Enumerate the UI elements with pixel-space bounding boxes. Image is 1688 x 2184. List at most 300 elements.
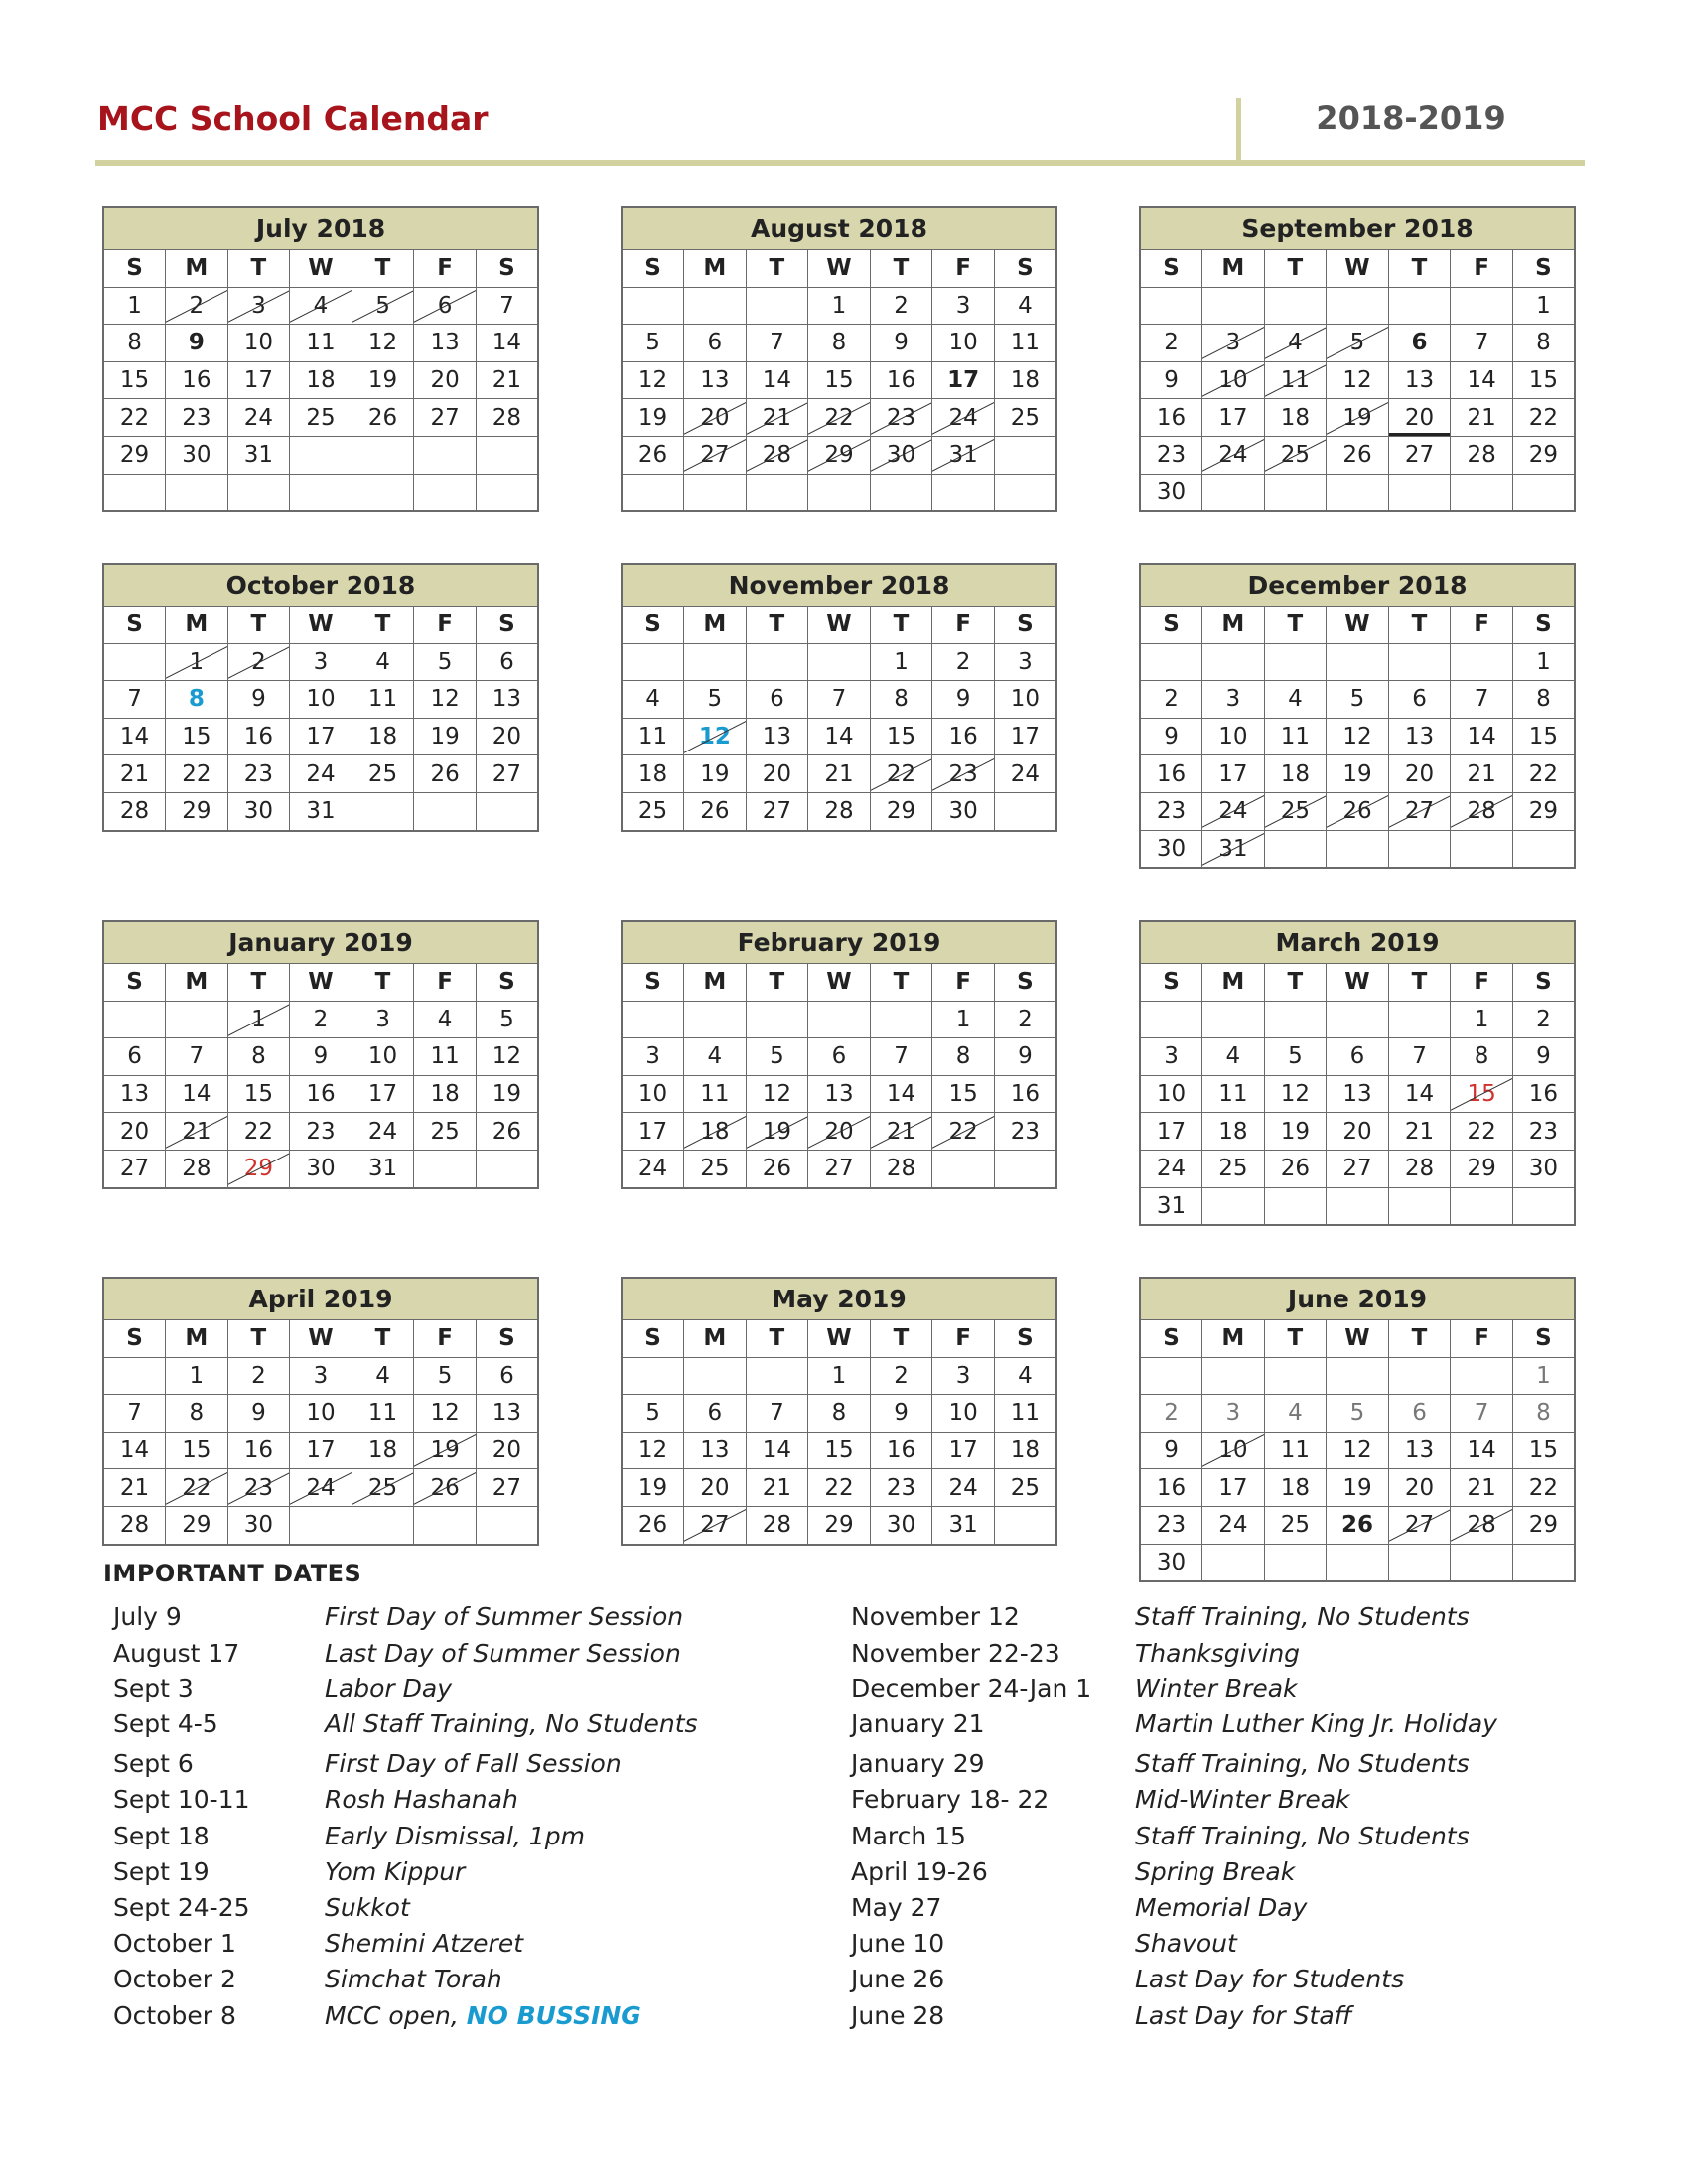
day-cell: 5 [352,287,414,325]
event-date: July 9 [113,1602,182,1631]
weekday-label: F [932,607,995,644]
day-cell: 27 [1327,1150,1389,1187]
day-cell: 6 [1388,325,1451,362]
day-cell: 20 [746,755,808,793]
day-cell: 26 [414,755,477,793]
day-cell: 9 [870,1395,932,1433]
day-cell: 12 [1327,1432,1389,1469]
day-cell: 19 [746,1113,808,1151]
day-cell: 13 [684,361,747,399]
day-cell: 19 [1327,1469,1389,1507]
day-cell: 7 [870,1038,932,1076]
day-cell: 11 [290,325,352,362]
weekday-label: M [166,607,228,644]
weekday-label: T [352,1320,414,1358]
day-cell: 9 [227,681,290,719]
day-cell: 28 [1451,792,1513,830]
day-cell: 13 [414,325,477,362]
day-cell: 25 [994,1469,1056,1507]
day-cell: 7 [746,1395,808,1433]
empty-day-cell [1451,474,1513,511]
day-cell: 2 [1140,325,1202,362]
day-cell: 22 [227,1113,290,1151]
empty-day-cell [476,1506,538,1544]
empty-day-cell [414,436,477,474]
day-cell: 14 [1451,1432,1513,1469]
day-cell: 9 [1512,1038,1575,1076]
month-title: June 2019 [1140,1278,1575,1320]
month-title: January 2019 [103,921,538,964]
day-cell: 22 [808,1469,871,1507]
day-cell: 27 [476,1469,538,1507]
day-cell: 28 [476,399,538,437]
event-date: June 10 [851,1929,945,1958]
weekday-label: S [1140,250,1202,288]
weekday-label: W [1327,250,1389,288]
weekday-label: S [622,1320,684,1358]
event-description [325,2001,641,2030]
weekday-label: W [290,1320,352,1358]
weekday-label: T [1388,250,1451,288]
month-calendar [1139,920,1576,1226]
day-cell: 4 [1264,1395,1327,1433]
event-date: Sept 10-11 [113,1785,250,1814]
month-title: July 2018 [103,207,538,250]
weekday-label: T [870,964,932,1002]
day-cell: 5 [414,643,477,681]
empty-day-cell [1202,1357,1265,1395]
day-cell: 3 [1202,681,1265,719]
weekday-label: S [1512,250,1575,288]
day-cell: 21 [1451,755,1513,793]
event-description-text: Memorial Day [1135,1893,1308,1922]
day-cell: 18 [622,755,684,793]
day-cell: 28 [1451,436,1513,474]
day-cell: 18 [1264,1469,1327,1507]
day-cell: 9 [166,325,228,362]
day-cell: 25 [1264,792,1327,830]
day-cell: 29 [166,792,228,830]
weekday-label: S [476,964,538,1002]
empty-day-cell [1388,1357,1451,1395]
weekday-label: S [103,250,166,288]
event-description-text: Martin Luther King Jr. Holiday [1135,1709,1497,1738]
day-cell: 24 [290,755,352,793]
empty-day-cell [1202,287,1265,325]
day-cell: 5 [622,1395,684,1433]
month-title: December 2018 [1140,564,1575,607]
event-description [325,1709,698,1738]
day-cell: 18 [290,361,352,399]
weekday-label: T [352,250,414,288]
day-cell: 2 [932,643,995,681]
day-cell: 21 [746,1469,808,1507]
day-cell: 8 [166,1395,228,1433]
weekday-label: F [932,964,995,1002]
event-date: November 12 [851,1602,1020,1631]
day-cell: 1 [808,287,871,325]
empty-day-cell [103,643,166,681]
day-cell: 20 [808,1113,871,1151]
event-description [325,1893,410,1922]
weekday-label: S [1140,1320,1202,1358]
day-cell: 18 [684,1113,747,1151]
empty-day-cell [1327,1001,1389,1038]
day-cell: 15 [103,361,166,399]
weekday-label: W [290,964,352,1002]
day-cell: 12 [1327,718,1389,755]
day-cell: 22 [1512,399,1575,437]
day-cell: 10 [1140,1075,1202,1113]
day-cell: 11 [684,1075,747,1113]
event-date: January 29 [851,1749,985,1778]
day-cell: 16 [1512,1075,1575,1113]
school-year: 2018-2019 [1316,99,1506,137]
day-cell: 1 [932,1001,995,1038]
weekday-label: S [622,607,684,644]
day-cell: 19 [1327,755,1389,793]
empty-day-cell [1327,1544,1389,1581]
weekday-label: S [994,1320,1056,1358]
day-cell: 12 [622,361,684,399]
weekday-label: S [994,607,1056,644]
day-cell: 20 [1388,1469,1451,1507]
day-cell: 14 [870,1075,932,1113]
day-cell: 8 [808,325,871,362]
day-cell: 24 [352,1113,414,1151]
day-cell: 1 [103,287,166,325]
month-calendar [621,563,1057,832]
day-cell: 31 [352,1150,414,1187]
day-cell: 1 [1512,287,1575,325]
day-cell: 20 [684,1469,747,1507]
day-cell: 26 [1327,1506,1389,1544]
day-cell: 9 [290,1038,352,1076]
weekday-label: S [1512,1320,1575,1358]
day-cell: 29 [1512,1506,1575,1544]
event-description-text: Winter Break [1135,1674,1298,1703]
weekday-label: W [1327,1320,1389,1358]
empty-day-cell [746,287,808,325]
weekday-label: S [622,964,684,1002]
event-description [325,1785,518,1814]
day-cell: 12 [414,1395,477,1433]
empty-day-cell [1202,474,1265,511]
day-cell: 1 [808,1357,871,1395]
weekday-label: T [227,250,290,288]
weekday-label: W [1327,607,1389,644]
day-cell: 17 [290,1432,352,1469]
empty-day-cell [1512,1544,1575,1581]
day-cell: 12 [746,1075,808,1113]
day-cell: 4 [352,1357,414,1395]
empty-day-cell [746,643,808,681]
day-cell: 13 [684,1432,747,1469]
day-cell: 1 [166,643,228,681]
day-cell: 30 [932,792,995,830]
day-cell: 2 [1140,681,1202,719]
day-cell: 11 [994,325,1056,362]
day-cell: 12 [476,1038,538,1076]
weekday-label: M [166,1320,228,1358]
weekday-label: S [994,964,1056,1002]
day-cell: 4 [290,287,352,325]
day-cell: 5 [476,1001,538,1038]
day-cell: 30 [1512,1150,1575,1187]
month-calendar [621,206,1057,512]
event-description [325,1965,502,1993]
day-cell: 24 [994,755,1056,793]
day-cell: 2 [166,287,228,325]
day-cell: 23 [994,1113,1056,1151]
empty-day-cell [352,1506,414,1544]
day-cell: 12 [1327,361,1389,399]
empty-day-cell [290,474,352,511]
day-cell: 9 [932,681,995,719]
empty-day-cell [414,1150,477,1187]
day-cell: 17 [290,718,352,755]
day-cell: 25 [414,1113,477,1151]
weekday-label: W [1327,964,1389,1002]
day-cell: 16 [932,718,995,755]
day-cell: 8 [808,1395,871,1433]
day-cell: 5 [414,1357,477,1395]
weekday-label: F [932,250,995,288]
day-cell: 27 [684,436,747,474]
day-cell: 23 [870,1469,932,1507]
weekday-label: T [746,607,808,644]
day-cell: 27 [684,1506,747,1544]
day-cell: 3 [1140,1038,1202,1076]
weekday-label: T [352,964,414,1002]
day-cell: 11 [1202,1075,1265,1113]
day-cell: 30 [870,436,932,474]
empty-day-cell [1264,1544,1327,1581]
empty-day-cell [1327,643,1389,681]
day-cell: 28 [746,436,808,474]
day-cell: 20 [1327,1113,1389,1151]
weekday-label: W [808,1320,871,1358]
weekday-label: S [1140,607,1202,644]
weekday-label: F [932,1320,995,1358]
day-cell: 26 [1327,436,1389,474]
day-cell: 3 [994,643,1056,681]
event-description-text: Rosh Hashanah [325,1785,518,1814]
empty-day-cell [1327,474,1389,511]
weekday-label: M [1202,250,1265,288]
day-cell: 8 [870,681,932,719]
day-cell: 17 [1202,399,1265,437]
day-cell: 12 [622,1432,684,1469]
day-cell: 14 [476,325,538,362]
empty-day-cell [1202,643,1265,681]
day-cell: 11 [352,1395,414,1433]
day-cell: 27 [1388,792,1451,830]
day-cell: 22 [1512,1469,1575,1507]
event-description-text: Yom Kippur [325,1857,466,1886]
empty-day-cell [476,792,538,830]
day-cell: 14 [746,1432,808,1469]
day-cell: 30 [1140,830,1202,868]
day-cell: 12 [684,718,747,755]
day-cell: 8 [1512,325,1575,362]
day-cell: 17 [1140,1113,1202,1151]
day-cell: 20 [414,361,477,399]
day-cell: 14 [1388,1075,1451,1113]
weekday-label: T [352,607,414,644]
day-cell: 25 [290,399,352,437]
day-cell: 19 [352,361,414,399]
day-cell: 12 [414,681,477,719]
day-cell: 6 [1327,1038,1389,1076]
weekday-label: T [870,607,932,644]
weekday-label: S [476,250,538,288]
day-cell: 10 [932,1395,995,1433]
empty-day-cell [352,474,414,511]
empty-day-cell [622,643,684,681]
empty-day-cell [1388,287,1451,325]
important-dates-heading: IMPORTANT DATES [103,1560,362,1587]
month-calendar [102,920,539,1189]
day-cell: 22 [166,755,228,793]
event-description-text: Thanksgiving [1135,1639,1301,1668]
empty-day-cell [1327,1187,1389,1225]
weekday-label: T [1264,250,1327,288]
day-cell: 3 [227,287,290,325]
day-cell: 12 [1264,1075,1327,1113]
empty-day-cell [808,474,871,511]
event-date: June 28 [851,2001,945,2030]
day-cell: 20 [684,399,747,437]
event-date: Sept 6 [113,1749,194,1778]
day-cell: 6 [103,1038,166,1076]
day-cell: 27 [746,792,808,830]
month-calendar [1139,206,1576,512]
day-cell: 23 [227,755,290,793]
day-cell: 16 [1140,399,1202,437]
day-cell: 29 [166,1506,228,1544]
event-description-text: Labor Day [325,1674,453,1703]
day-cell: 13 [1388,361,1451,399]
day-cell: 11 [414,1038,477,1076]
event-description-text: Staff Training, No Students [1135,1822,1470,1850]
day-cell: 18 [994,361,1056,399]
day-cell: 14 [1451,361,1513,399]
day-cell: 27 [414,399,477,437]
event-date: January 21 [851,1709,985,1738]
weekday-label: S [476,1320,538,1358]
day-cell: 25 [684,1150,747,1187]
weekday-label: T [1388,1320,1451,1358]
day-cell: 21 [1451,399,1513,437]
day-cell: 17 [932,361,995,399]
day-cell: 11 [622,718,684,755]
day-cell: 6 [684,325,747,362]
empty-day-cell [227,474,290,511]
empty-day-cell [1451,287,1513,325]
event-description [1135,1929,1237,1958]
empty-day-cell [476,436,538,474]
empty-day-cell [870,474,932,511]
empty-day-cell [1202,1187,1265,1225]
weekday-label: F [1451,964,1513,1002]
day-cell: 26 [352,399,414,437]
day-cell: 9 [994,1038,1056,1076]
weekday-label: M [1202,964,1265,1002]
day-cell: 6 [476,643,538,681]
day-cell: 20 [103,1113,166,1151]
day-cell: 19 [476,1075,538,1113]
weekday-label: T [1388,964,1451,1002]
day-cell: 24 [290,1469,352,1507]
day-cell: 26 [746,1150,808,1187]
empty-day-cell [1202,1544,1265,1581]
day-cell: 9 [1140,718,1202,755]
empty-day-cell [622,1001,684,1038]
event-description-text: Early Dismissal, 1pm [325,1822,585,1850]
day-cell: 23 [166,399,228,437]
day-cell: 8 [1451,1038,1513,1076]
day-cell: 31 [1202,830,1265,868]
day-cell: 24 [1140,1150,1202,1187]
event-date: February 18- 22 [851,1785,1050,1814]
month-calendar [621,920,1057,1189]
weekday-label: S [1140,964,1202,1002]
day-cell: 30 [870,1506,932,1544]
day-cell: 11 [1264,361,1327,399]
day-cell: 13 [1388,1432,1451,1469]
empty-day-cell [994,474,1056,511]
empty-day-cell [746,1357,808,1395]
day-cell: 4 [622,681,684,719]
day-cell: 16 [870,361,932,399]
weekday-label: W [290,607,352,644]
empty-day-cell [994,1150,1056,1187]
day-cell: 7 [103,1395,166,1433]
day-cell: 24 [1202,792,1265,830]
empty-day-cell [166,474,228,511]
empty-day-cell [684,474,747,511]
event-date: November 22-23 [851,1639,1060,1668]
day-cell: 5 [1327,325,1389,362]
day-cell: 10 [290,1395,352,1433]
day-cell: 3 [622,1038,684,1076]
day-cell: 20 [476,1432,538,1469]
empty-day-cell [994,1506,1056,1544]
empty-day-cell [1388,1001,1451,1038]
event-description [1135,1709,1497,1738]
weekday-label: T [870,250,932,288]
empty-day-cell [103,474,166,511]
day-cell: 11 [352,681,414,719]
event-date: March 15 [851,1822,966,1850]
day-cell: 3 [1202,1395,1265,1433]
day-cell: 29 [808,1506,871,1544]
day-cell: 15 [932,1075,995,1113]
day-cell: 22 [103,399,166,437]
event-description [1135,1785,1350,1814]
empty-day-cell [476,474,538,511]
day-cell: 3 [290,643,352,681]
event-description-text: Spring Break [1135,1857,1296,1886]
day-cell: 16 [1140,755,1202,793]
day-cell: 25 [994,399,1056,437]
day-cell: 11 [994,1395,1056,1433]
weekday-label: M [684,250,747,288]
empty-day-cell [1140,643,1202,681]
day-cell: 28 [870,1150,932,1187]
weekday-label: T [1264,1320,1327,1358]
